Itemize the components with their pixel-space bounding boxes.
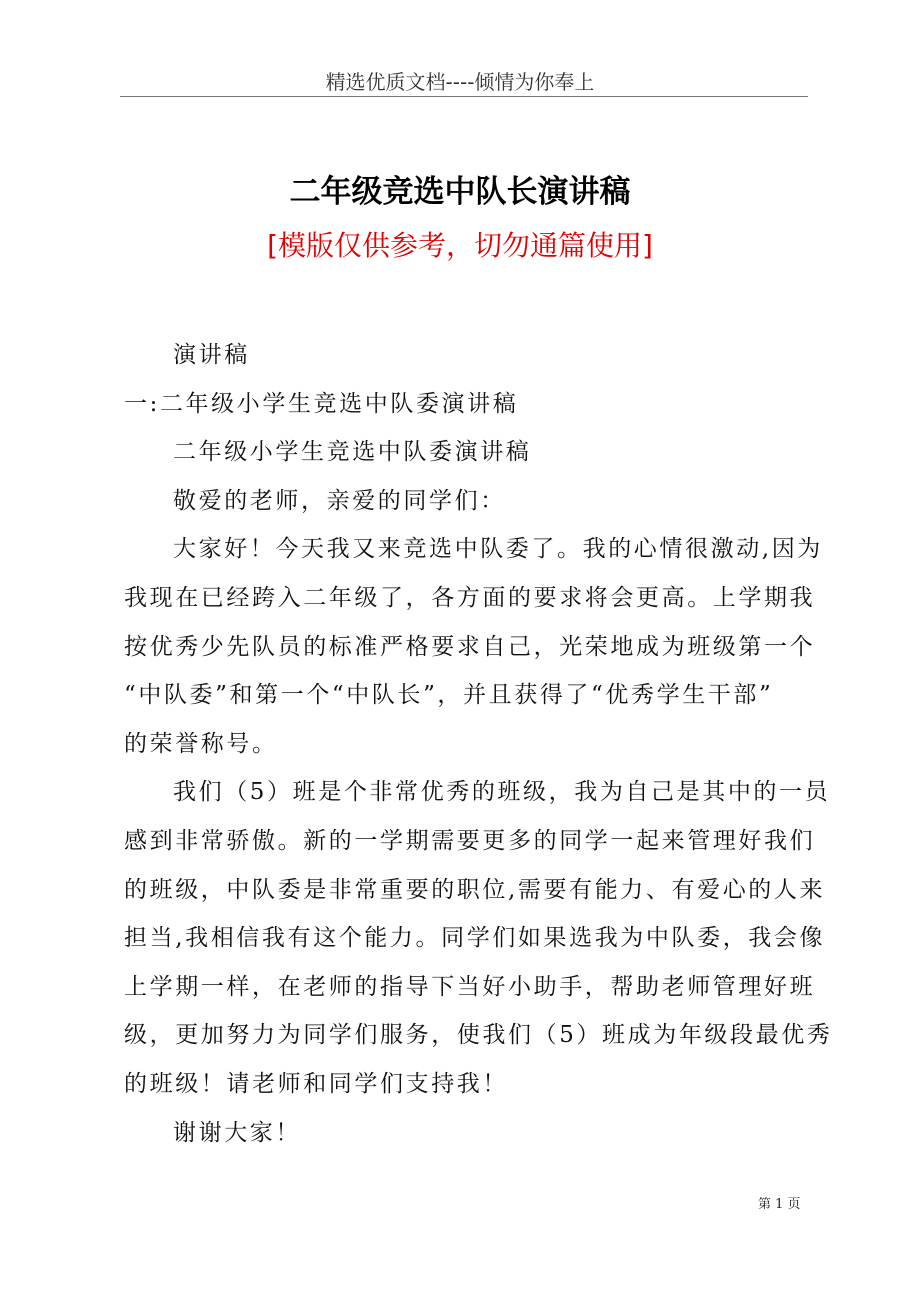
text-line: 大家好！今天我又来竞选中队委了。我的心情很激动,因为 <box>173 536 823 563</box>
page-number: 第 1 页 <box>758 1197 801 1212</box>
subheading: 二年级小学生竞选中队委演讲稿 <box>173 439 532 466</box>
label-line: 演讲稿 <box>173 342 250 368</box>
text-line: 按优秀少先队员的标准严格要求自己，光荣地成为班级第一个 <box>124 633 816 660</box>
text-line: 我现在已经跨入二年级了，各方面的要求将会更高。上学期我 <box>124 584 816 611</box>
text-line: 的班级！请老师和同学们支持我！ <box>124 1070 508 1097</box>
closing-line: 谢谢大家！ <box>173 1119 301 1146</box>
text-line: 感到非常骄傲。新的一学期需要更多的同学一起来管理好我们 <box>124 827 816 854</box>
text-line: 担当,我相信我有这个能力。同学们如果选我为中队委，我会像 <box>124 925 826 952</box>
text-line: 的荣誉称号。 <box>124 730 278 757</box>
salutation: 敬爱的老师，亲爱的同学们： <box>173 487 506 514</box>
document-title: 二年级竞选中队长演讲稿 <box>289 174 631 210</box>
text-line: 我们（5）班是个非常优秀的班级，我为自己是其中的一员 <box>173 779 831 806</box>
template-notice: [模版仅供参考，切勿通篇使用] <box>267 229 653 262</box>
text-line: 上学期一样，在老师的指导下当好小助手，帮助老师管理好班 <box>124 973 816 1000</box>
paragraph-1 <box>124 532 823 775</box>
text-line: “中队委”和第一个“中队长”，并且获得了“优秀学生干部” <box>124 682 774 709</box>
document-body <box>124 338 833 1164</box>
paragraph-2 <box>124 775 833 1115</box>
text-line: 的班级，中队委是非常重要的职位,需要有能力、有爱心的人来 <box>124 876 826 903</box>
section-heading: 一:二年级小学生竞选中队委演讲稿 <box>124 390 519 417</box>
text-line: 级，更加努力为同学们服务，使我们（5）班成为年级段最优秀 <box>124 1022 833 1049</box>
header-divider <box>120 96 808 97</box>
page-header: 精选优质文档----倾情为你奉上 <box>325 70 595 94</box>
